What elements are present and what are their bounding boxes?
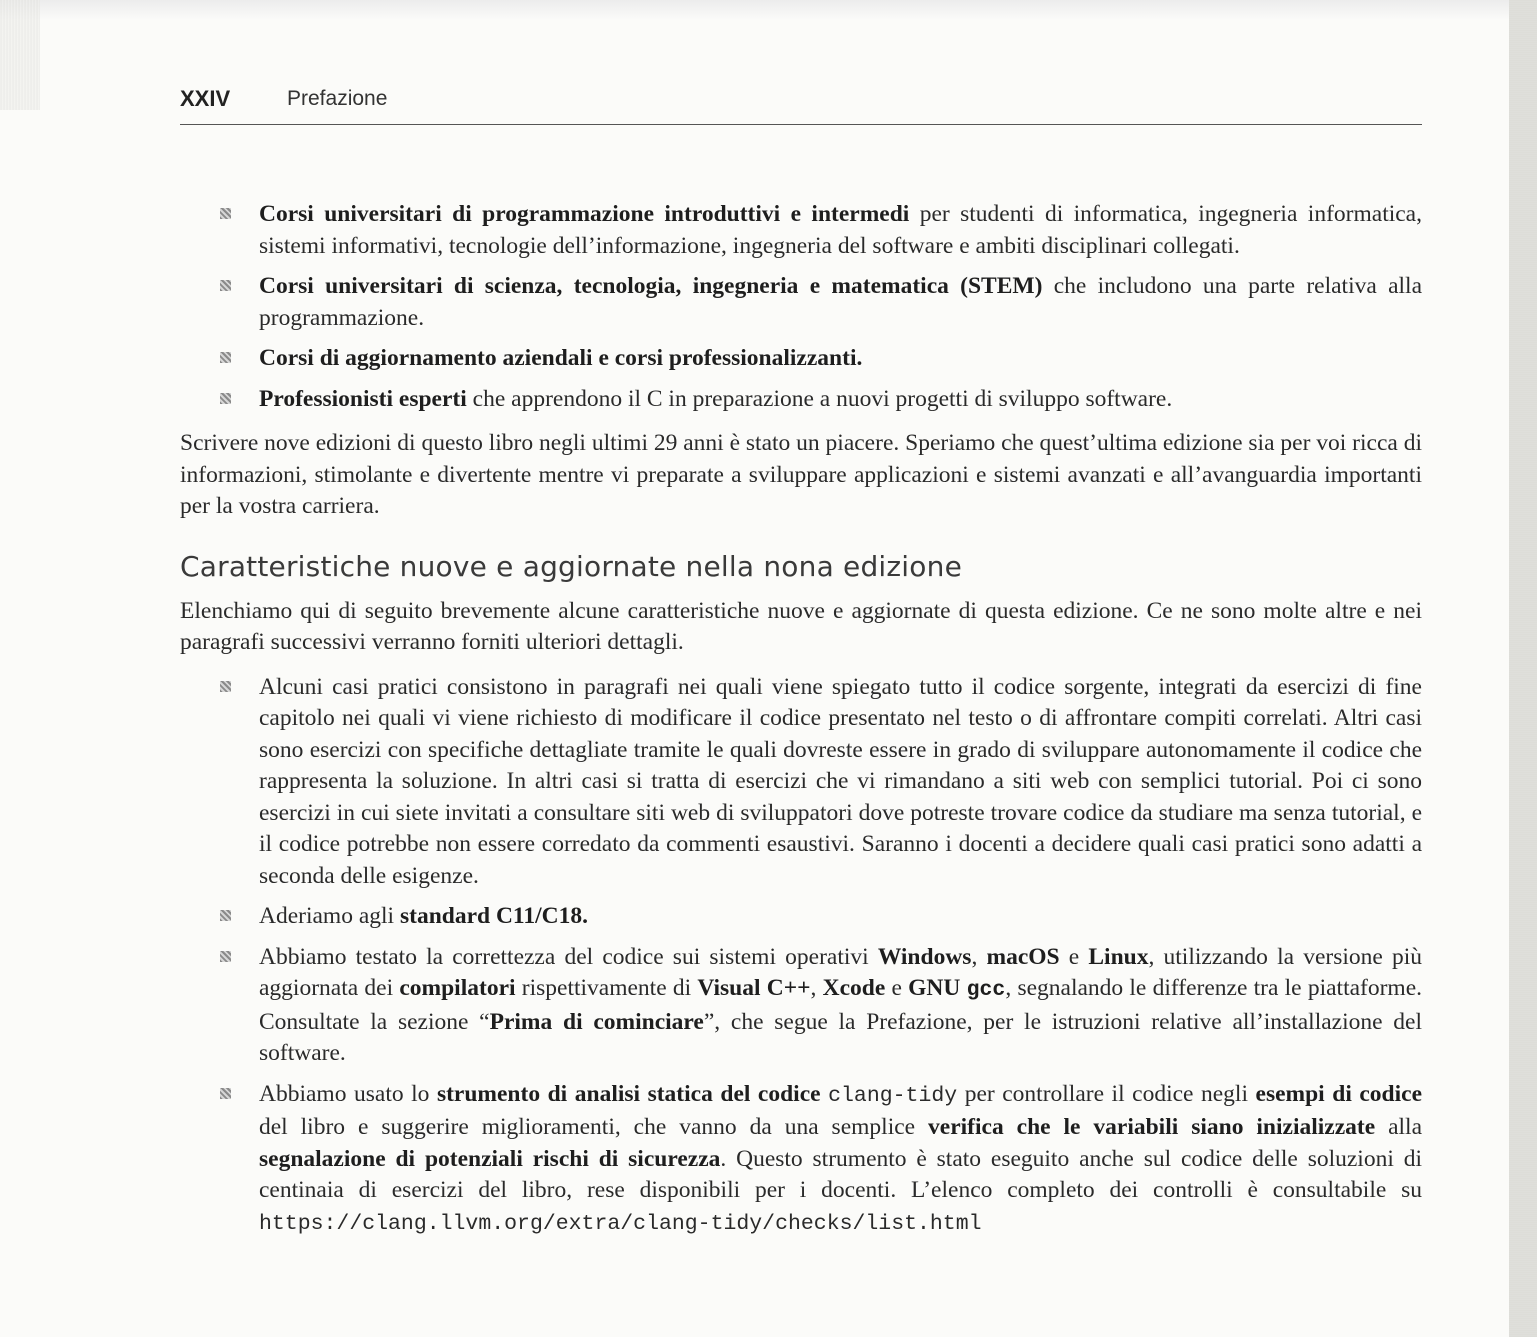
square-bullet-icon xyxy=(220,910,231,921)
compiler-gnu: GNU xyxy=(908,975,961,1001)
item-text: e xyxy=(1059,943,1089,970)
list-item xyxy=(180,901,1422,933)
compiler-visual-cpp: Visual C++ xyxy=(697,975,811,1001)
item-bold: Corsi universitari di programmazione introduttivi e intermedi xyxy=(259,201,910,227)
scan-corner-artifact xyxy=(0,0,40,110)
square-bullet-icon xyxy=(220,208,231,219)
item-text: per controllare il codice negli xyxy=(957,1080,1256,1107)
list-item xyxy=(180,672,1422,893)
item-text: , segnalando le differenze tra le piattaforme. Consultate la sezione “ xyxy=(259,975,1423,1035)
page-edge-shadow xyxy=(1509,0,1537,1337)
item-bold: verifica che le variabili siano inizializzate xyxy=(928,1114,1376,1140)
item-bold: compilatori xyxy=(399,975,516,1001)
item-text: , xyxy=(810,975,823,1001)
list-item xyxy=(180,1079,1422,1241)
list-item xyxy=(180,942,1422,1070)
page-number: XXIV xyxy=(180,86,231,111)
item-text: per studenti di informatica, ingegneria informatica, sistemi informativi, tecnologie dell’informazione, ingegneria del software e ambiti disciplinari collegati. xyxy=(259,201,1422,259)
page-body xyxy=(180,199,1422,1249)
item-text: , utilizzando la versione più aggiornata dei xyxy=(259,943,1422,1001)
page-top-shadow xyxy=(0,0,1537,20)
section-heading: Caratteristiche nuove e aggiornate nella nona edizione xyxy=(180,549,962,583)
item-bold: standard C11/C18. xyxy=(399,903,589,929)
list-item xyxy=(180,271,1422,334)
item-text: ”, che segue la Prefazione, per le istruzioni relative all’installazione del software. xyxy=(259,1008,1422,1066)
list-item xyxy=(180,199,1422,262)
item-text: , xyxy=(971,943,987,970)
os-windows: Windows xyxy=(877,943,972,970)
list-item xyxy=(180,384,1422,416)
code-gcc: gcc xyxy=(966,978,1006,1002)
code-clang-tidy: clang-tidy xyxy=(828,1083,958,1108)
item-text: alla xyxy=(1375,1114,1423,1140)
square-bullet-icon xyxy=(220,280,231,291)
item-text: del libro e suggerire miglioramenti, che vanno da una semplice xyxy=(259,1114,929,1140)
features-list xyxy=(180,672,1422,1241)
item-text: che includono una parte relativa alla programmazione. xyxy=(259,273,1423,331)
square-bullet-icon xyxy=(220,951,231,962)
item-text: . Questo strumento è stato eseguito anche sul codice delle soluzioni di centinaia di esercizi del libro, rese disponibili per i docenti. L’elenco completo dei controlli è consultabile su xyxy=(259,1145,1422,1203)
item-bold: strumento di analisi statica del codice xyxy=(436,1080,821,1107)
item-bold: Professionisti esperti xyxy=(259,385,467,412)
url-clang-tidy-checks[interactable]: https://clang.llvm.org/extra/clang-tidy/checks/list.html xyxy=(259,1211,982,1236)
item-text: e xyxy=(885,975,909,1001)
item-bold: Corsi di aggiornamento aziendali e corsi professionalizzanti. xyxy=(259,345,863,371)
square-bullet-icon xyxy=(220,681,231,692)
os-linux: Linux xyxy=(1088,943,1149,970)
item-bold: esempi di codice xyxy=(1255,1080,1423,1107)
square-bullet-icon xyxy=(220,1088,231,1099)
item-text: Alcuni casi pratici consistono in paragrafi nei quali viene spiegato tutto il codice sorgente, integrati da esercizi di fine capitolo nei quali vi viene richiesto di modificare il codice presentato nel testo o di affrontare compiti correlati. Altri casi sono esercizi con specifiche dettagliate tramite le quali dovreste essere in grado di sviluppare autonomamente il codice che rappresenta la soluzione. In altri casi si tratta di esercizi che vi rimandano a siti web con semplici tutorial. Poi ci sono esercizi in cui siete invitati a consultare siti web di sviluppatori dove potreste trovare codice da studiare ma senza tutorial, e il codice potrebbe non essere corredato da commenti esaustivi. Saranno i docenti a decidere quali casi pratici sono adatti a seconda delle esigenze. xyxy=(259,673,1422,889)
running-header xyxy=(180,86,1422,125)
os-macos: macOS xyxy=(986,943,1060,970)
running-head-title: Prefazione xyxy=(287,87,388,110)
item-text: che apprendono il C in preparazione a nuovi progetti di sviluppo software. xyxy=(466,385,1173,412)
item-bold: segnalazione di potenziali rischi di sicurezza xyxy=(259,1145,721,1172)
list-item xyxy=(180,343,1422,375)
section-lead-paragraph: Elenchiamo qui di seguito brevemente alcune caratteristiche nuove e aggiornate di questa edizione. Ce ne sono molte altre e nei paragrafi successivi verranno forniti ulteriori dettagli. xyxy=(180,597,1422,655)
item-text: Abbiamo testato la correttezza del codice sui sistemi operativi xyxy=(259,943,878,970)
intro-paragraph: Scrivere nove edizioni di questo libro negli ultimi 29 anni è stato un piacere. Speriamo che quest’ultima edizione sia per voi ricca di informazioni, stimolante e divertente mentre vi preparate a sviluppare applicazioni e sistemi avanzati e all’avanguardia importanti per la vostra carriera. xyxy=(180,430,1422,519)
square-bullet-icon xyxy=(220,393,231,404)
item-bold: Corsi universitari di scienza, tecnologia, ingegneria e matematica (STEM) xyxy=(259,273,1043,299)
item-text: Aderiamo agli xyxy=(259,903,400,929)
square-bullet-icon xyxy=(220,352,231,363)
item-text: Abbiamo usato lo xyxy=(259,1080,437,1107)
compiler-xcode: Xcode xyxy=(822,975,886,1001)
item-bold: Prima di cominciare xyxy=(489,1008,704,1035)
item-text: rispettivamente di xyxy=(515,975,698,1001)
audience-list xyxy=(180,199,1422,415)
